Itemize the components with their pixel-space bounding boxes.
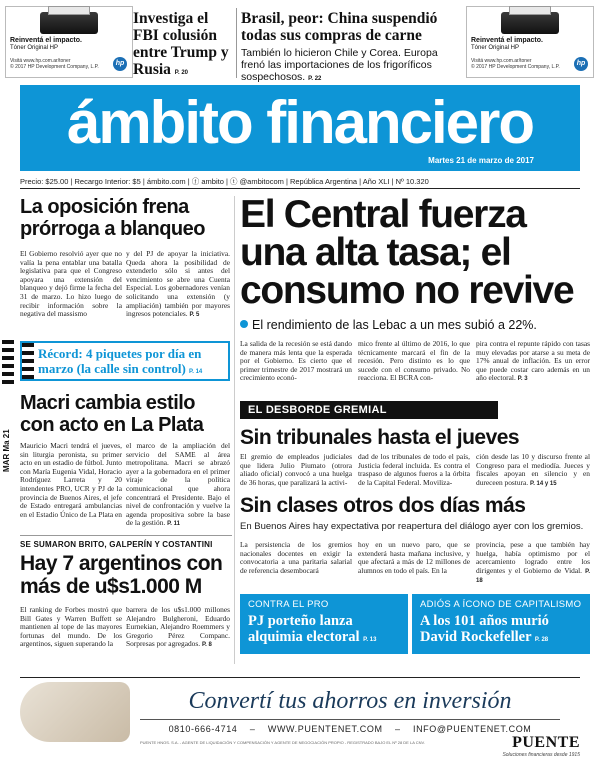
printer-image — [40, 12, 98, 34]
story-text: El Gobierno resolvió ayer que no valía la pena entablar una batalla legislativa para que el Congreso apoyara una extensión del blanqueo y dejó firme la fecha del 31 de marzo. Lo hizo luego de recibir información sobre la negativa del massismo — [20, 249, 122, 319]
masthead — [20, 85, 580, 171]
headline-tribunales[interactable]: Sin tribunales hasta el jueves — [240, 426, 520, 449]
ad-email: INFO@PUENTENET.COM — [412, 724, 532, 734]
page-ref: P. 18 — [476, 568, 590, 585]
hp-logo-icon: hp — [113, 57, 127, 71]
hand-image — [20, 682, 130, 742]
ad-contacts — [140, 724, 560, 734]
page-ref: P. 5 — [189, 312, 200, 319]
story-text: Mauricio Macri tendrá el jueves, sin liturgia peronista, su primer acto en un estadio de fútbol. Junto con María Eugenia Vidal, Horacio Rodríguez Larreta y 20 intendentes PRO, UCR y PJ de la provincia de Buenos Aires, el jefe de Estado entregará ambulancias en el Estadio Único de La Plata en — [20, 441, 122, 519]
teaser-fbi[interactable] — [133, 10, 233, 82]
story-text: La persistencia de los gremios nacionales docentes en exigir la convocatoria a una paritaria salarial de referencia desembocará — [240, 540, 352, 575]
ad-text: © 2017 HP Development Company, L.P. — [10, 64, 99, 70]
ad-web: WWW.PUENTENET.COM — [267, 724, 383, 734]
page-ref: P. 22 — [308, 76, 322, 82]
story-text: mico frente al último de 2016, lo que técnicamente marcará el fin de la recesión. Pero distinto es lo que sucede con el consumo privado. No reacciona. El BCRA con- — [358, 339, 470, 383]
page-ref: P. 8 — [201, 642, 212, 649]
story-text: pira contra el repunte rápido con tasas muy elevadas por atarse a su meta de 17% anual de inflación. Es un error que puede costar caro además en un año electoral. — [476, 339, 590, 383]
ad-separator: – — [394, 724, 401, 734]
story-text: hoy en un nuevo paro, que se extenderá hasta mañana inclusive, y que afectará a más de 12 millones de alumnos en todo el país. En la — [358, 540, 470, 575]
section-band: EL DESBORDE GREMIAL — [240, 401, 498, 419]
ad-text: © 2017 HP Development Company, L.P. — [471, 64, 560, 70]
info-line — [20, 176, 429, 187]
story-text: barrera de los u$s1.000 millones Alejandro Bulgheroni, Eduardo Eurnekian, Alejandro Roemmers y Gregorio Pérez Companc. Sorpresas por agregados. — [126, 605, 230, 649]
page-ref: P. 13 — [363, 637, 377, 643]
headline-clases[interactable]: Sin clases otros dos días más — [240, 494, 526, 517]
page-ref: P. 3 — [517, 376, 528, 383]
deck-text: El rendimiento de las Lebac a un mes subió a 22%. — [252, 318, 537, 332]
ad-divider — [140, 719, 560, 720]
record-box[interactable] — [20, 341, 230, 381]
record-text: Récord: 4 piquetes por día en marzo (la calle sin control) — [38, 346, 202, 376]
kicker: SE SUMARON BRITO, GALPERÍN Y COSTANTINI — [20, 540, 213, 549]
ad-text: Visitá www.hp.com.ar/toner — [471, 58, 532, 64]
headline-forbes[interactable]: Hay 7 argentinos con más de u$s1.000 M — [20, 552, 223, 598]
headline-oposicion[interactable]: La oposición frena prórroga a blanqueo — [20, 196, 205, 240]
page-ref: P. 20 — [174, 70, 189, 76]
story-text: el marco de la ampliación del servicio del SAME al área metropolitana. Macri se abrazó ayer a la gobernadora en el primer viraje de la política comunicacional que ahora concentrará el Presidente. Bajo el nivel de confrontación y vuelve la agenda propositiva sobre la base de la gestión. — [126, 441, 230, 528]
page-ref: P. 14 — [189, 369, 203, 375]
ad-separator: – — [249, 724, 256, 734]
page-ref: P. 14 y 15 — [529, 480, 557, 487]
puente-logo — [502, 734, 580, 758]
headline-macri[interactable]: Macri cambia estilo con acto en La Plata — [20, 392, 204, 436]
price: Precio: $25.00 | Recargo Interior: $5 — [20, 177, 141, 186]
ad-hp-right[interactable] — [466, 6, 594, 78]
deck-text: En Buenos Aires hay expectativa por reapertura del diálogo ayer con los gremios. — [240, 521, 584, 532]
page-ref: P. 28 — [534, 637, 549, 643]
story-text: El ranking de Forbes mostró que Bill Gates y Warren Buffett se mantienen al tope de las mayores fortunas del mundo. De los argentinos, siguen superando la — [20, 605, 122, 649]
ad-text: Reinventá el impacto. — [471, 37, 543, 44]
box-kicker: ADIÓS A ÍCONO DE CAPITALISMO — [420, 599, 582, 610]
main-headline[interactable]: El Central fuerza una alta tasa; el consumo no revive — [240, 193, 574, 312]
teaser-headline: Brasil, peor: China suspendió todas sus compras de carne — [241, 10, 438, 44]
ad-text: Tóner Original HP — [10, 45, 59, 51]
story-text: El gremio de empleados judiciales que lidera Julio Piumato (otrora aliado oficial) convocó a una huelga de 36 horas, que paralizará la activi- — [240, 452, 352, 487]
rule — [20, 188, 580, 189]
box-rockefeller[interactable] — [412, 594, 590, 654]
ad-text: Reinventá el impacto. — [10, 37, 82, 44]
brand-name: PUENTE — [512, 734, 580, 751]
divider — [236, 8, 237, 78]
column-divider — [234, 196, 235, 664]
story-text: ción desde las 10 y discurso frente al Congreso para el mediodía. Jueces y fiscales apoyan en silencio y en dureceen postura. — [476, 452, 590, 487]
box-pj[interactable] — [240, 594, 408, 654]
story-text: dad de los tribunales de todo el país, Justicia federal incluida. Es contra el traspaso de algunos fueros a la órbita de la Capital Federal. Moviliza- — [358, 452, 470, 487]
ad-text: Visitá www.hp.com.ar/toner — [10, 58, 71, 64]
page-ref: P. 11 — [167, 521, 180, 528]
ad-slogan: Convertí tus ahorros en inversión — [188, 688, 512, 714]
edition-date: Martes 21 de marzo de 2017 — [428, 156, 534, 165]
social-info: | ámbito.com | ⓕ ambito | ⓣ @ambitocom | República Argentina | Año XLI | Nº 10.320 — [142, 177, 429, 186]
bullet-icon — [240, 320, 248, 328]
story-text: La salida de la recesión se está dando de manera más lenta que la esperada por el Gobierno. Es cierto que el primer trimestre de 2017 mostrará un crecimiento econó- — [240, 339, 352, 383]
story-text: y del PJ de apoyar la iniciativa. Queda ahora la posibilidad de extenderlo sólo si antes del vencimiento se abre una Cuenta Especial. Los gobernadores venían solicitando una extensión (y ampliación) también por mayores ingresos potenciales. — [126, 249, 230, 319]
checker-pattern — [22, 343, 34, 379]
box-kicker: CONTRA EL PRO — [248, 599, 329, 610]
brand-tagline: Soluciones financieras desde 1915 — [502, 752, 580, 758]
side-pattern — [2, 336, 14, 384]
side-date: MAR Ma 21 — [2, 429, 11, 472]
ad-phone: 0810-666-4714 — [168, 724, 238, 734]
ad-text: Tóner Original HP — [471, 45, 520, 51]
ad-hp-left[interactable] — [5, 6, 133, 78]
hp-logo-icon: hp — [574, 57, 588, 71]
story-text: provincia, pese a que también hay huelga, había optimismo por el acercamiento logrado entre los dirigentes y el Gobierno de Vidal. — [476, 540, 590, 575]
box-headline: A los 101 años murió David Rockefeller — [420, 613, 549, 645]
main-deck — [240, 318, 590, 332]
teaser-body: También lo hicieron Chile y Corea. Europa frenó las importaciones de los frigoríficos sospechosos. — [241, 47, 438, 83]
teaser-headline: Investiga el FBI colusión entre Trump y Rusia — [133, 10, 229, 78]
masthead-title: ámbito financiero — [66, 89, 534, 156]
ad-legal: PUENTE HNOS. S.A. - AGENTE DE LIQUIDACIÓN Y COMPENSACIÓN Y AGENTE DE NEGOCIACIÓN PROPIO - REGISTRADO BAJO EL Nº 28 DE LA CNV. — [140, 740, 425, 745]
printer-image — [501, 12, 559, 34]
box-headline: PJ porteño lanza alquimia electoral — [248, 613, 360, 645]
teaser-brasil[interactable] — [241, 10, 459, 85]
ad-puente[interactable] — [20, 677, 580, 757]
rule — [20, 535, 232, 536]
